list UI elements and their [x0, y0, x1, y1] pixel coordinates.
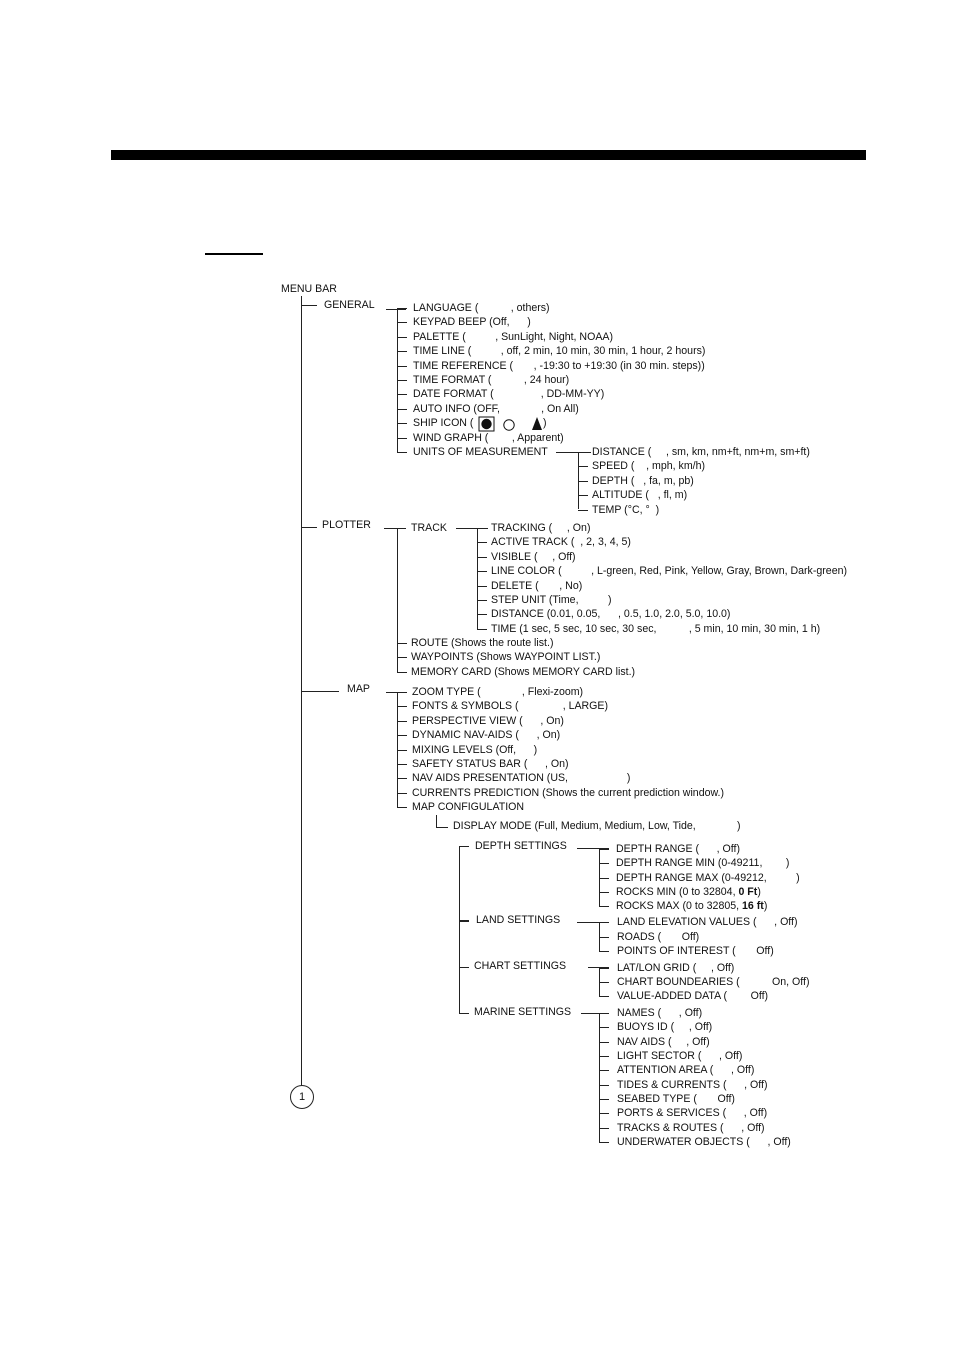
tick [397, 351, 407, 352]
tick [397, 452, 407, 453]
general-item: TIME FORMAT ( , 24 hour) [413, 374, 570, 386]
general-item: AUTO INFO (OFF, , On All) [413, 402, 579, 415]
track-item: STEP UNIT (Time, ) [491, 594, 612, 606]
track-item: TRACKING ( , On) [491, 522, 591, 534]
ship-icon-close: ) [543, 417, 547, 429]
tick [578, 510, 588, 511]
marine-item: LIGHT SECTOR ( , Off) [617, 1050, 743, 1063]
tick [599, 996, 609, 997]
tick [397, 308, 407, 309]
map-item: NAV AIDS PRESENTATION (US, ) [412, 772, 631, 785]
tick [397, 807, 407, 808]
map-item: SAFETY STATUS BAR ( , On) [412, 758, 569, 770]
marine-item: NAMES ( , Off) [617, 1007, 703, 1019]
tick [397, 657, 407, 658]
branch-line [386, 309, 406, 310]
plotter-route: ROUTE (Shows the route list.) [411, 637, 554, 649]
tick [578, 495, 588, 496]
display-mode-tick [436, 827, 448, 828]
tick [477, 528, 487, 529]
tick [477, 571, 487, 572]
map-item: CURRENTS PREDICTION (Shows the current prediction window.) [412, 786, 725, 799]
section-map: MAP [347, 683, 370, 695]
chart-item: CHART BOUNDEARIES ( On, Off) [617, 976, 810, 988]
menu-bar-label: MENU BAR [281, 283, 337, 295]
units-item: DEPTH ( , fa, m, pb) [592, 474, 694, 487]
branch-line [301, 527, 317, 528]
ship-icons [478, 416, 548, 432]
rocks-max: ROCKS MAX (0 to 32805, 16 ft) [616, 900, 768, 912]
plotter-track: TRACK [411, 522, 447, 534]
marine-item: BUOYS ID ( , Off) [617, 1021, 713, 1034]
plotter-vertical [397, 528, 398, 673]
ship-hollow-icon [504, 420, 514, 430]
map-item: DYNAMIC NAV-AIDS ( , On) [412, 729, 561, 742]
tick [599, 1056, 609, 1057]
land-item: POINTS OF INTEREST ( Off) [617, 945, 774, 957]
tick [397, 643, 407, 644]
branch-line [301, 691, 339, 692]
tick [599, 1070, 609, 1071]
general-item: SHIP ICON ( [413, 417, 474, 430]
tick [599, 922, 609, 923]
tick [578, 481, 588, 482]
general-item: TIME REFERENCE ( , -19:30 to +19:30 (in 30 min. steps)) [413, 359, 705, 372]
tick [599, 1099, 609, 1100]
tick [599, 1113, 609, 1114]
continuation-marker: 1 [290, 1085, 314, 1109]
tick [397, 409, 407, 410]
tick [397, 764, 407, 765]
tick [459, 967, 469, 968]
map-item: FONTS & SYMBOLS ( , LARGE) [412, 700, 609, 713]
depth-item: DEPTH RANGE ( , Off) [616, 843, 741, 855]
tick [397, 337, 407, 338]
display-mode-vertical [436, 815, 437, 827]
general-item: KEYPAD BEEP (Off, ) [413, 316, 531, 329]
track-item: ACTIVE TRACK ( , 2, 3, 4, 5) [491, 536, 631, 549]
map-item: PERSPECTIVE VIEW ( , On) [412, 714, 564, 727]
plotter-memory-card: MEMORY CARD (Shows MEMORY CARD list.) [411, 666, 636, 678]
tick [477, 600, 487, 601]
tick [397, 366, 407, 367]
marine-item: PORTS & SERVICES ( , Off) [617, 1107, 768, 1120]
general-item: PALETTE ( , SunLight, Night, NOAA) [413, 330, 613, 343]
units-item: SPEED ( , mph, km/h) [592, 460, 706, 473]
map-item: MAP CONFIGULATION [412, 801, 525, 814]
land-settings-label: LAND SETTINGS [476, 914, 561, 926]
general-item: TIME LINE ( , off, 2 min, 10 min, 30 min, 1 hour, 2 hours) [413, 345, 706, 358]
general-item: DATE FORMAT ( , DD-MM-YY) [413, 388, 605, 401]
tick [477, 586, 487, 587]
section-underline [205, 253, 263, 255]
tick [599, 1013, 609, 1014]
tick [397, 672, 407, 673]
chart-item: LAT/LON GRID ( , Off) [617, 962, 735, 974]
tick [599, 878, 609, 879]
tick [397, 735, 407, 736]
branch-line [384, 528, 406, 529]
tick [397, 721, 407, 722]
tick [599, 951, 609, 952]
land-item: ROADS ( Off) [617, 930, 700, 943]
chart-settings-label: CHART SETTINGS [474, 960, 567, 972]
tick [397, 423, 407, 424]
ship-triangle-icon [532, 417, 542, 430]
tick [397, 394, 407, 395]
track-item: LINE COLOR ( , L-green, Red, Pink, Yellow, Gray, Brown, Dark-green) [491, 565, 848, 578]
marine-settings-label: MARINE SETTINGS [474, 1006, 572, 1018]
tick [599, 982, 609, 983]
tick [599, 1042, 609, 1043]
branch-line [301, 305, 317, 306]
plotter-waypoints: WAYPOINTS (Shows WAYPOINT LIST.) [411, 651, 601, 663]
general-item: LANGUAGE ( , others) [413, 302, 550, 314]
tick [397, 380, 407, 381]
tick [477, 557, 487, 558]
marine-item: ATTENTION AREA ( , Off) [617, 1064, 755, 1077]
section-plotter: PLOTTER [322, 519, 371, 531]
tick [459, 920, 469, 922]
general-vertical [397, 309, 398, 453]
track-item: TIME (1 sec, 5 sec, 10 sec, 30 sec, , 5 min, 10 min, 30 min, 1 h) [491, 622, 821, 635]
tick [578, 452, 588, 453]
track-item: DELETE ( , No) [491, 579, 583, 592]
general-item: WIND GRAPH ( , Apparent) [413, 431, 564, 444]
tick [599, 849, 609, 850]
marine-item: UNDERWATER OBJECTS ( , Off) [617, 1136, 791, 1149]
tick [599, 1027, 609, 1028]
tick [459, 1013, 469, 1014]
depth-settings-label: DEPTH SETTINGS [475, 840, 567, 852]
depth-item: DEPTH RANGE MIN (0-49211, ) [616, 857, 790, 870]
tick [599, 937, 609, 938]
tick [477, 542, 487, 543]
tick [599, 1128, 609, 1129]
tick [397, 750, 407, 751]
tick [477, 614, 487, 615]
units-item: ALTITUDE ( , fl, m) [592, 489, 688, 502]
units-item: TEMP (°C, ° ) [592, 503, 660, 516]
tick [397, 778, 407, 779]
tick [599, 892, 609, 893]
map-item: ZOOM TYPE ( , Flexi-zoom) [412, 686, 584, 698]
tick [599, 1085, 609, 1086]
tick [599, 863, 609, 864]
marine-item: NAV AIDS ( , Off) [617, 1035, 710, 1048]
land-item: LAND ELEVATION VALUES ( , Off) [617, 916, 798, 928]
tick [599, 1142, 609, 1143]
display-mode: DISPLAY MODE (Full, Medium, Medium, Low, Tide, ) [453, 820, 741, 832]
marine-item: TRACKS & ROUTES ( , Off) [617, 1121, 765, 1134]
units-item: DISTANCE ( , sm, km, nm+ft, nm+m, sm+ft) [592, 446, 810, 458]
general-item: UNITS OF MEASUREMENT [413, 446, 548, 458]
marine-item: SEABED TYPE ( Off) [617, 1093, 735, 1106]
section-general: GENERAL [324, 299, 375, 311]
tick [578, 466, 588, 467]
tick [397, 793, 407, 794]
tick [477, 629, 487, 630]
top-heading-rule [111, 150, 866, 160]
track-item: DISTANCE (0.01, 0.05, , 0.5, 1.0, 2.0, 5.0, 10.0) [491, 608, 731, 621]
marine-vertical [599, 1013, 600, 1142]
map-item: MIXING LEVELS (Off, ) [412, 743, 538, 756]
track-item: VISIBLE ( , Off) [491, 550, 576, 563]
chart-item: VALUE-ADDED DATA ( Off) [617, 990, 769, 1002]
tick [599, 906, 609, 907]
tick [397, 322, 407, 323]
tick [397, 438, 407, 439]
tick [459, 846, 469, 847]
rocks-min: ROCKS MIN (0 to 32804, 0 Ft) [616, 886, 761, 898]
tick [397, 706, 407, 707]
tick [397, 692, 407, 693]
marine-item: TIDES & CURRENTS ( , Off) [617, 1078, 768, 1091]
tick [599, 968, 609, 969]
settings-vertical [459, 846, 460, 1013]
depth-item: DEPTH RANGE MAX (0-49212, ) [616, 871, 800, 884]
